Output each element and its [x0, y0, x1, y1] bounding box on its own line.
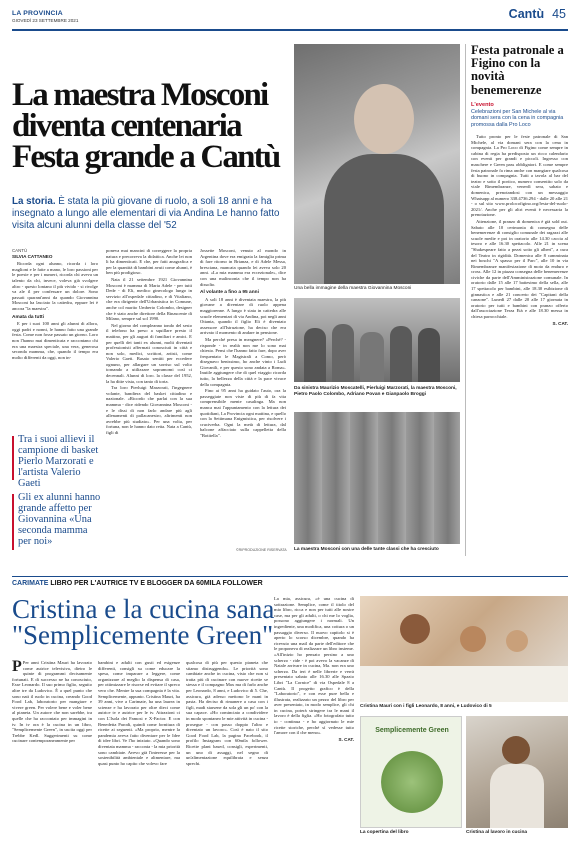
copyright-note: ©RIPRODUZIONE RISERVATA: [236, 548, 287, 552]
paper-logo: [12, 10, 78, 23]
second-kicker: CARIMATE: [12, 580, 49, 587]
lead-subhead: [12, 196, 300, 233]
photo-book-cover: [360, 716, 462, 828]
second-signature: S. CAT.: [338, 736, 354, 742]
lead-paragraph: Ma perché presa in meagnere? «Perché? - risponde - in realtà non me lo sono mai chiesto. Pensi che l'hanno fatto fare, dopo aver frequentato le Magistrali a Como, però disegnavo benissimo, ho anche vinto i Ludi Giovanili, e per questo sono andata a Roma». Inutile aggiungere che di quel viaggio ricorda tutto, la bellezza della città e la pace vivace della compagnia.: [200, 336, 286, 387]
lead-headline: [12, 77, 298, 175]
second-column-3: [186, 660, 268, 836]
second-headline-line-2: "Semplicemente Green": [12, 620, 274, 650]
side-paragraph: Tutto pronto per le feste patronale di San Michele, al via domani sera con la cena in compagnia. La Pro Loco di Figino come sempre in cabina di regia ha predisposto un ricco calendario con eventi per grandi e piccoli. Ingresso con maschere e Green pass obbligatori. E come sempre festa patronale fa rima anche con mangiare qualcosa di buono in compagnia. Tutti a tavola al bar del teatro e sotto il portico, numero consentito solo da viale Rimembranze, venerdì sera, sabato e domenica, prenotandosi con un messaggio Whatsapp al numero 338.4736.294 - dalle 20 alle 21 - o sul sito www.prolocofigino.org/festa-del-ruolo-2021/. Anche per gli altri eventi è necessaria la prenotazione.: [471, 134, 568, 218]
side-story: [465, 44, 568, 556]
lead-kicker: La storia.: [12, 196, 56, 207]
second-headline-line-1: Cristina e la cucina sana: [12, 594, 275, 624]
side-event-sub: Celebrazioni per San Michele al via domani sera con la cena in compagnia promossa dalla Pro Loco: [471, 108, 564, 128]
page-number: 45: [552, 7, 566, 21]
pull-quote-1: Tra i suoi allievi il campione di basket Pierlo Marzorati e l'artista Valerio Gaeti: [18, 434, 99, 489]
section-header: [509, 7, 566, 21]
lead-subheading-1: Amata da tutti: [12, 314, 44, 320]
lead-subhead-text: È stata la più giovane di ruolo, a soli 18 anni e ha insegnato a lungo alle elementari di via Andina Le hanno fatto visita alcuni alunni della classe del '52: [12, 196, 280, 232]
lead-paragraph: Ricorda ogni alunno, ricorda i loro maglioni e le fatte a mano, le loro passioni per le poesie e per i numeri, ricorda chi aveva un talento da chi, invece, voleva già svolgere altro - questo lontano il più vivido - si rivolge va ale il per confessare un dolore. Sono passati quarant'anni da quando Giovannina Mosconi ha lasciato la cattedra, eppure lei è ancora "la maestra".: [12, 261, 98, 311]
photo-class-archive: [294, 412, 460, 544]
portrait-face-shape: [354, 84, 414, 154]
book-cover-title: Semplicemente Green: [375, 727, 449, 734]
section-name: Cantù: [508, 7, 545, 21]
second-paragraph: qualcosa di più per questo pianeta che stiamo distruggendo». Le priorità sono cambiate anche in cucina, visto che non si tratta più di cucinare con nuove ricette se stessa e il compagno Max ma di farlo anche per Leonardo, 8 anni, e Ludovico di 5. Che, assicura, già adesso mettono le mani in pasta. Ha deciso di rimanere a casa con i figli, madi starsene da sola gli un po' con la sua capace. «Ho cominciato a condividere in modo spontaneo le mie attività in cucina - prosegue - con passo doppio l'altro e diventato un lavoro». Così è nato il sito Good Food Lab, la pagina Facebook, il profilo Instagram con 60mila follower. Ricette plant based, consigli, esperimenti, un uno di assaggi, nel segno di un'alimentazione equilibrata e senza sprechi.: [186, 660, 268, 766]
quote-bar: [12, 494, 14, 550]
second-topline-text: LIBRO PER L'AUTRICE TV E BLOGGER DA 60MILA FOLLOWER: [50, 580, 263, 587]
headline-line-1: La maestra Mosconi: [12, 77, 268, 113]
lead-paragraph: poneva mai mancini di correggere la propria natura e precorreva la didattica. Anche lei non li ha dimenticati. E che, per fatti anagrafica e per la quantità di bambini avuti come alunni, è ben più prodigioso.: [106, 248, 192, 276]
portrait-body-shape: [324, 154, 444, 284]
caption-cristina-children: Cristina Mauri con i figli Leonardo, 8 anni, e Ludovico di 5: [360, 704, 492, 709]
photo-cristina-kitchen: [466, 716, 568, 828]
side-body: [471, 134, 568, 554]
caption-book-cover: La copertina del libro: [360, 830, 409, 835]
headline-line-3: Festa grande a Cantù: [12, 139, 280, 175]
lead-paragraph: E per i suoi 100 anni gli alunni di allora, oggi padri e nonni, le hanno fatto una grande festa. Come non fosse passato un giorno. Loro non l'hanno mai dimenticata e raccontano chi era una maestra speciale, una vera, generosa seconda mamma, che, quando il tempo era molto differenti da oggi, non in-: [12, 321, 98, 360]
lead-subheading-2: Al volante a fino a 95 anni: [200, 290, 259, 296]
lead-paragraph: A soli 18 anni è diventata maestra, la più giovane a diventare di ruolo appena maggiorenne. A lungo è stata in cattedra alle scuole elementari di via Andina, poi negli anni Ottanta, quando il figlio Eli è diventato assessore all'Istruzione, ha deciso che era arrivato il momento di andare in pensione.: [200, 296, 286, 336]
second-paragraph: bambini e adulti con gusti ed esigenze differenti, consigli su come educare la spesa, come imparare a leggere, come organizzare al meglio la dispensa di casa, per ottimizzare le risorse ed evitare il spreco vero che. Mentre la sua compagnia è la vita. Semplicemente, appunto. Cristina Mauri, ha 39 anni, vive a Carimate, ha una laurea in scienze e ha lavorato per oltre dieci come autrice tv e autrice per le tv. Attrazioni ci con L'Isola dei Famosi e X-Factor. E con Benedetta Parodi, quindi come fornitura di ricette ai seguenti. «Ma proprio, mentre la pandemia aveva fatto diventare per le Idee di idee libri. Ve l'ho iniziato. «Quando sono diventata mamma - racconta - la mia priorità sono cambiate. Avevo già l'interesse per la sostenibilità ambientale e alimentare, ma quasi punto ho capito che volevo fare: [98, 660, 180, 766]
lead-paragraph: Fino ai 95 anni ha guidato l'auto, ora la passeggiate non viste di più di fa vita comprensibile mente casalinga. Ma non manca mai l'appuntamento con la lettura dei quotidiani, La Provincia ogni mattina, e quello con la Settimana Enigmistica, per risolvere i cruciverba. Ogni la metà di lettura, dal balcone affacciato sulla cappelletta della "Botitella".: [200, 388, 286, 438]
side-paragraph: Attenzione, il pranzo di domenica è già sold out. Sabato alle 10 cerimonia di consegna delle benemerenze di consiglio comunale dei ragazzi alle scuole medie e poi in oratorio alle 14.30 caccia al tesoro e alle 16.30 spettacolo. Alle 21 in scena "Shakespeare fatto a pezzi sotto gli alberi", a cura del Teatro in rigidità. Domenica alle 8 camminata nei boschi "A spasso per il Parc", alle 10 in via Rimembranze manifestazione di moto da enduro e cross. Alle 12 in piazza consegna delle benemerenze civiche da parte dell'Amministrazione comunale. In oratorio dalle 15 alle 17 battesimo della sella, alle 17 spettacolo per bambini, alle 18.30 esibizione di ginnastica e alle 21 concerto dei "Capitani della canzone". Lunedì 27 dalle 20 alle 17 giornata in oratorio per tutti e bambini con pranzo offerto dall'associazione Terza Età e alle 18.30 messa in chiesa parrocchiale.: [471, 218, 568, 320]
lead-column-3: [200, 248, 286, 548]
second-column-4: [274, 596, 354, 836]
section-divider: [12, 576, 568, 577]
second-paragraph: Per anni Cristina Mauri ha lavorato come autrice televisiva, dietro le quinte di programmi decisamente fortunati. E di successo ne ha conosciuto, Esse Leonardo. Il suo primo figlio, seguito altre tre da Ludovico. È a quel punto che sono nati il ruolo in cucina, creando Good Food Lab, laboratorio per mangiare e vivere green. Per volere bene e voler bene al pianeta. Un autore che non sarebbe, tra quelle che ha raccontato per immagini in tv. In tv ora è la cucina in un libro, "Semplicemente Green", in uscita oggi per Trebbe Kedl. Suggerimenti su come cucinare contemporaneamente per: [12, 660, 92, 744]
lead-paragraph: Jossette Mosconi, venuto al mondo in Argentina dove era emigrata la famiglia prima di fare ritorno in Brianza, e di Adele Messa, bresciana, mancata quando lei aveva solo 20 anni. «La mia mamma era eccezionale», dice con una malinconia che il tempo non ha dissolto.: [200, 248, 286, 287]
side-event-label: L'evento: [471, 101, 494, 108]
byline: SILVIA CATTANEO: [12, 253, 53, 259]
lead-column-2: [106, 248, 192, 552]
masthead-rule: [12, 29, 568, 31]
photo-teacher-portrait: [294, 44, 460, 284]
lead-paragraph: Nata il 21 settembre 1921 Giovannina Mosconi è mamma di Maria Adele - per tutti Dede - di Eli, medico ginecologo lungo in servizio all'ospedale cittadino, e di Vitaliano, che era dirigente dell'Urbanistica in Comune, anche col marito Umberto Colombo, designer che è stato anche direttore della Rinascente di Milano, sempre sul sol 1990.: [106, 276, 192, 322]
second-topline: [12, 580, 263, 587]
lead-paragraph: Nel giorno del compleanno tondo del sesto il telefono ha preso a squillare presto il mattino, per gli auguri di familiari e amici. E per quelli dei tanti ex alunni, molti diventati professionisti affermati conosciuti in città e non solo, medici, scrittori, artisti, come Valerio Gaeti. Basato sentiti per eccedere ognuno, per allargare un sorriso sul volto tornando a utilizzare sopramomi così ci decennali. Alunni di loro. la classe del 1952, la ha ditte vista, con tanto di torta.: [106, 322, 192, 384]
photo-cristina-children: [360, 596, 568, 702]
side-headline: Festa patronale a Figino con la novità benemerenze: [471, 43, 564, 97]
second-column-2: [98, 660, 180, 836]
second-column-1: [12, 660, 92, 836]
photo-former-pupils: [294, 298, 460, 382]
caption-cristina-kitchen: Cristina al lavoro in cucina: [466, 830, 528, 835]
lead-paragraph: Tra loro Pierluigi Marzorati, l'ingegnere volante, bandiera del basket cittadino e nazionale. «Ricordo che parlai con la sua mamma - dice ridendo Giovannina Mosconi - e le dissi di non farlo andare più agli allenamenti di pallacanestro, altrimenti non avrebbe più studiato». Per una volta, per fortuna, non le hanno dato retta. Nata a Cantù, figli di: [106, 385, 192, 435]
caption-teacher-portrait: Una bella immagine della maestra Giovannina Mosconi: [294, 286, 412, 291]
paper-name: LA PROVINCIA: [12, 10, 63, 17]
drop-cap: P: [12, 660, 22, 675]
pull-quote-2: Gli ex alunni hanno grande affetto per Giovannina «Una seconda mamma per noi»: [18, 492, 101, 547]
caption-class-archive: La maestra Mosconi con una delle tante classi che ha cresciuto: [294, 547, 439, 552]
book-cover-dish: [381, 751, 443, 813]
caption-former-pupils: Da sinistra Maurizio Moscatelli, Pierluigi Marzorati, la maestra Mosconi, Pietro Paolo Colombo, Adriano Povan e Gianpaolo Broggi: [294, 386, 457, 397]
dateline: CANTÙ: [12, 248, 28, 253]
issue-date: GIOVEDÌ 23 SETTEMBRE 2021: [12, 18, 79, 23]
quote-bar: [12, 436, 14, 480]
side-signature: S. CAT.: [552, 320, 568, 326]
headline-line-2: diventa centenaria: [12, 108, 241, 144]
second-paragraph: La mia, assicura, «è una cucina di sottrazione. Semplice, come il titolo del mio libro, ricca e non per tutti alle nostre case, ma per gli adulti, o chi me lo voglia, possono aggiungere i normali. Un ingrediente, una modifica, una cottura o un passaggio diverso. Il nuovo capitolo si è aperto lo scorso dicembre, quando ha ricevuto una mail da parte dell'editore che le proponeva di realizzare un libro insieme. «All'inizio ho pensato persino a uno scherzo - ride - è poi avevo la vacanze di Natale arrivare in cucina, Ma. non era uno scherzo. Da ieri è nelle librerie e verrà presentato sabato alle 16.30 alle Spazio Libri "La Cornice" di via Ospedale 8 a Cantù. Il progetto grafico è della "Laboratorio", e con esse pure bella e illustrata, realizzato un pezzo del libro per aver presentato, in modo semplice, gli chi in cucina, poterà stringere tra le mani il lavoro è della figlia. «Ho fotografato tutto io - continua - e ho aggiornato le mie ricette storiche, perché sì vedesse tutto l'amore con il che meno».: [274, 596, 354, 736]
